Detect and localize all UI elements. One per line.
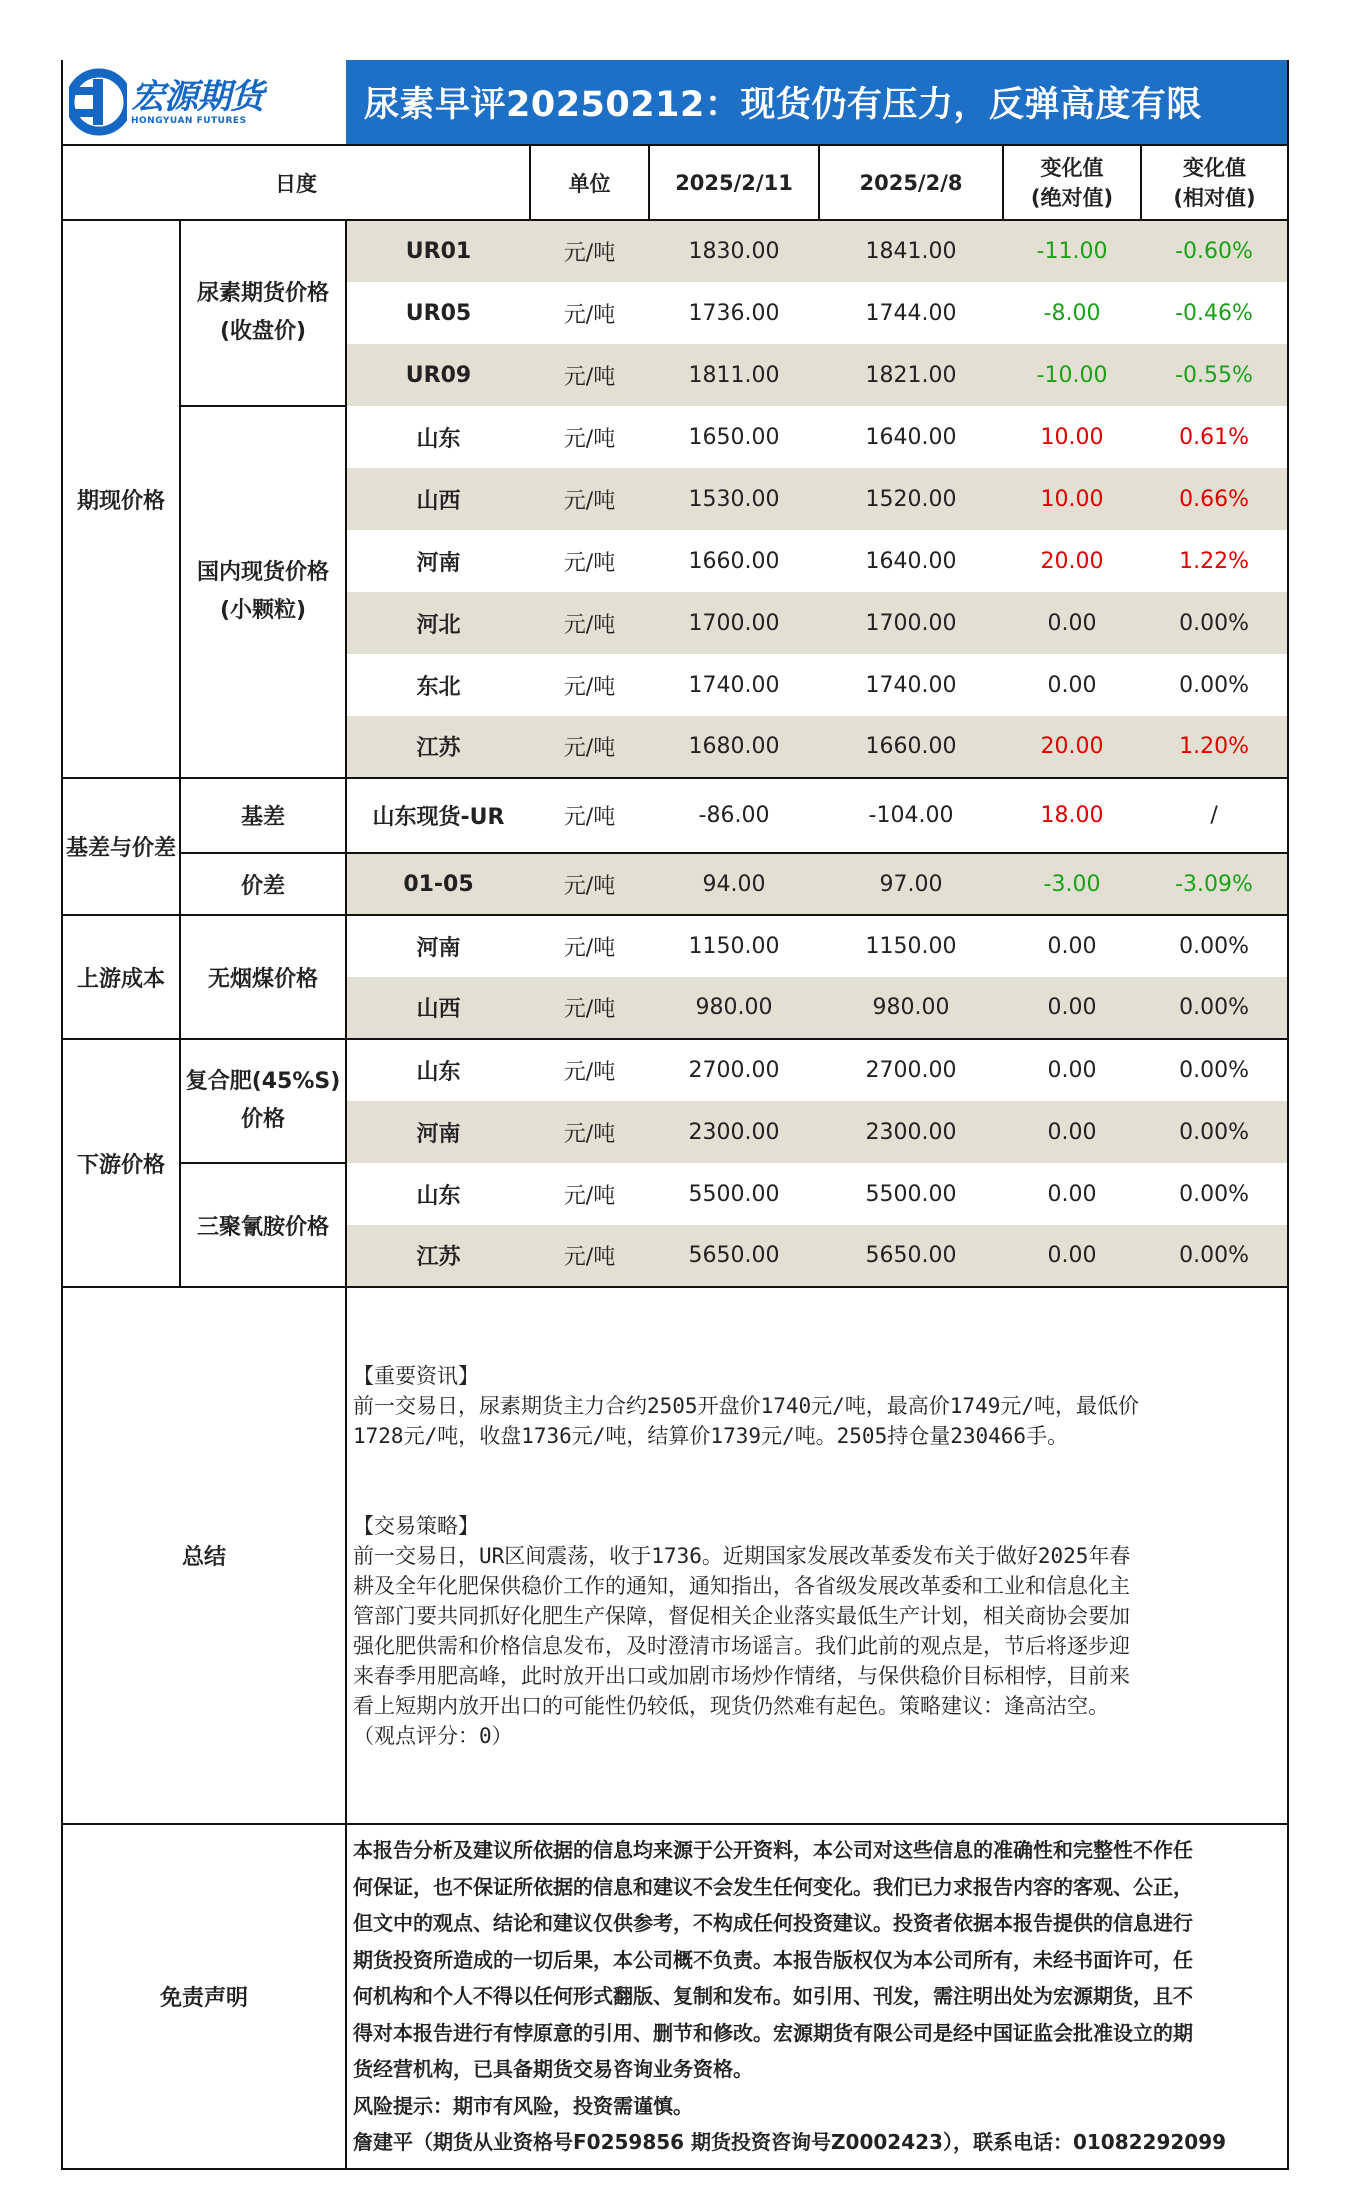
row-change-absolute: -10.00 — [1036, 362, 1108, 388]
row-item: 山东 — [416, 426, 461, 452]
row-value-current: 1150.00 — [688, 934, 780, 959]
subgroup-spot-line2: (小颗粒) — [219, 598, 307, 623]
header-change-abs-line2: (绝对值) — [1030, 185, 1114, 210]
row-change-relative: 0.00% — [1141, 654, 1288, 716]
company-logo — [62, 60, 346, 145]
row-item: UR05 — [405, 300, 472, 326]
row-value-previous: 1700.00 — [865, 610, 957, 636]
row-change-relative: 0.00% — [1141, 592, 1288, 654]
news-heading: 【重要资讯】 — [353, 1363, 479, 1388]
table-row — [62, 406, 1288, 468]
subgroup-futures-price — [180, 220, 346, 406]
row-value-current: 1811.00 — [688, 362, 780, 388]
row-item: 河南 — [416, 936, 461, 961]
row-value-previous: 1640.00 — [865, 548, 957, 574]
subgroup-coal: 无烟煤价格 — [180, 915, 346, 1039]
row-value-previous: 97.00 — [819, 853, 1003, 915]
row-change-relative: 1.22% — [1141, 530, 1288, 592]
row-change-relative: 0.66% — [1141, 468, 1288, 530]
row-unit: 元/吨 — [530, 977, 649, 1039]
row-item: 山东 — [416, 1060, 461, 1085]
risk-warning: 风险提示：期市有风险，投资需谨慎。 — [353, 2093, 693, 2118]
row-change-absolute: -11.00 — [1036, 239, 1108, 264]
row-value-current: 1650.00 — [688, 424, 780, 450]
strategy-line: 耕及全年化肥保供稳价工作的通知，通知指出，各省级发展改革委和工业和信息化主 — [353, 1573, 1130, 1598]
row-item: 河南 — [416, 550, 461, 576]
row-value-previous: 1841.00 — [865, 239, 957, 264]
subgroup-spot-price — [180, 406, 346, 778]
row-value-current: 1740.00 — [688, 672, 780, 698]
group-downstream: 下游价格 — [62, 1039, 180, 1287]
row-value-current: 2300.00 — [688, 1119, 780, 1145]
header-dimension: 日度 — [62, 145, 530, 220]
row-value-previous: 1821.00 — [865, 362, 957, 388]
row-item: 山东 — [416, 1183, 461, 1209]
group-futures-spot: 期现价格 — [62, 220, 180, 778]
table-row — [62, 1163, 1288, 1225]
row-unit: 元/吨 — [530, 778, 649, 853]
row-unit: 元/吨 — [563, 550, 616, 576]
news-line: 前一交易日，尿素期货主力合约2505开盘价1740元/吨，最高价1749元/吨，最低价 — [353, 1393, 1140, 1418]
row-change-absolute: -8.00 — [1043, 300, 1101, 326]
news-line: 1728元/吨，收盘1736元/吨，结算价1739元/吨。2505持仓量230466手。 — [353, 1423, 1069, 1448]
row-change-relative: -0.55% — [1141, 344, 1288, 406]
row-change-absolute: 10.00 — [1040, 424, 1104, 450]
subgroup-compound-fertilizer — [180, 1039, 346, 1163]
row-value-current: 1660.00 — [688, 548, 780, 574]
strategy-line: 强化肥供需和价格信息发布，及时澄清市场谣言。我们此前的观点是，节后将逐步迎 — [353, 1633, 1130, 1658]
row-change-relative: 0.00% — [1141, 977, 1288, 1039]
row-change-relative: 0.00% — [1141, 1163, 1288, 1225]
row-unit: 元/吨 — [563, 936, 616, 961]
strategy-line: 看上短期内放开出口的可能性仍较低，现货仍然难有起色。策略建议：逢高沽空。 — [353, 1693, 1109, 1718]
row-unit: 元/吨 — [563, 302, 616, 328]
row-unit: 元/吨 — [563, 674, 616, 700]
row-item: UR01 — [405, 239, 472, 264]
row-value-current: 5650.00 — [649, 1225, 819, 1287]
header-change-rel-line2: (相对值) — [1173, 185, 1256, 210]
row-change-absolute: 0.00 — [1047, 934, 1097, 959]
row-value-current: 980.00 — [649, 977, 819, 1039]
header-change-relative — [1141, 145, 1288, 220]
subgroup-futures-line2: (收盘价) — [219, 319, 307, 344]
urea-report-table — [61, 60, 1289, 2170]
disclaimer-line: 但文中的观点、结论和建议仅供参考，不构成任何投资建议。投资者依据本报告提供的信息进行 — [353, 1911, 1193, 1936]
analyst-contact: 詹建平（期货从业资格号F0259856 期货投资咨询号Z0002423），联系电话：01082292099 — [353, 2130, 1227, 2155]
row-item: 江苏 — [346, 716, 530, 778]
row-unit: 元/吨 — [563, 241, 616, 266]
disclaimer-line: 货经营机构，已具备期货交易咨询业务资格。 — [353, 2057, 753, 2082]
header-date-current: 2025/2/11 — [649, 145, 819, 220]
summary-content — [346, 1287, 1288, 1824]
row-unit: 元/吨 — [530, 1225, 649, 1287]
header-change-abs-line1: 变化值 — [1040, 155, 1104, 180]
row-item: 山西 — [346, 977, 530, 1039]
row-value-previous: 5650.00 — [819, 1225, 1003, 1287]
subgroup-spread: 价差 — [180, 853, 346, 915]
row-change-relative: -3.09% — [1141, 853, 1288, 915]
row-value-current: 1680.00 — [649, 716, 819, 778]
disclaimer-line: 期货投资所造成的一切后果，本公司概不负责。本报告版权仅为本公司所有，未经书面许可，任 — [353, 1947, 1193, 1972]
row-change-relative: 1.20% — [1141, 716, 1288, 778]
row-item: UR09 — [405, 362, 472, 388]
header-change-absolute — [1003, 145, 1141, 220]
strategy-line: 管部门要共同抓好化肥生产保障，督促相关企业落实最低生产计划，相关商协会要加 — [353, 1603, 1130, 1628]
group-basis-spread: 基差与价差 — [62, 778, 180, 915]
row-change-absolute: 10.00 — [1040, 486, 1104, 512]
report-table-container — [61, 60, 1287, 2170]
row-change-relative: -0.46% — [1141, 282, 1288, 344]
subgroup-fert-line1: 复合肥(45%S) — [185, 1069, 341, 1094]
row-change-absolute: 0.00 — [1003, 977, 1141, 1039]
row-item: 山西 — [416, 488, 461, 514]
table-row — [62, 220, 1288, 282]
row-change-relative: 0.00% — [1141, 915, 1288, 977]
row-unit: 元/吨 — [563, 364, 616, 390]
row-change-absolute: 20.00 — [1003, 716, 1141, 778]
subgroup-fert-line2: 价格 — [240, 1107, 285, 1132]
subgroup-spot-line1: 国内现货价格 — [196, 560, 329, 585]
row-value-previous: 1660.00 — [819, 716, 1003, 778]
row-unit: 元/吨 — [530, 853, 649, 915]
row-value-previous: 1520.00 — [865, 486, 957, 512]
logo-english-name: HONGYUAN FUTURES — [131, 116, 247, 126]
disclaimer-content — [346, 1824, 1288, 2169]
row-change-absolute: -3.00 — [1003, 853, 1141, 915]
row-item: 东北 — [416, 674, 461, 700]
row-change-absolute: 20.00 — [1040, 548, 1104, 574]
row-value-previous: 2700.00 — [865, 1058, 957, 1083]
row-change-absolute: 0.00 — [1047, 1181, 1097, 1207]
row-unit: 元/吨 — [563, 426, 616, 452]
row-unit: 元/吨 — [563, 1060, 616, 1085]
table-row — [62, 1039, 1288, 1101]
row-change-relative: / — [1141, 778, 1288, 853]
disclaimer-line: 何机构和个人不得以任何形式翻版、复制和发布。如引用、刊发，需注明出处为宏源期货，且不 — [353, 1984, 1193, 2009]
row-item: 河北 — [416, 612, 461, 638]
row-value-previous: 1740.00 — [865, 672, 957, 698]
row-unit: 元/吨 — [530, 716, 649, 778]
row-change-absolute: 0.00 — [1003, 1225, 1141, 1287]
row-item: 山东现货-UR — [346, 778, 530, 853]
row-value-previous: 5500.00 — [865, 1181, 957, 1207]
table-row — [62, 778, 1288, 853]
strategy-heading: 【交易策略】 — [353, 1513, 479, 1538]
subgroup-basis: 基差 — [180, 778, 346, 853]
row-unit: 元/吨 — [563, 488, 616, 514]
report-title: 尿素早评20250212：现货仍有压力，反弹高度有限 — [346, 60, 1288, 145]
header-change-rel-line1: 变化值 — [1183, 155, 1247, 180]
header-unit: 单位 — [530, 145, 649, 220]
row-change-absolute: 0.00 — [1047, 1058, 1097, 1083]
disclaimer-line: 何保证，也不保证所依据的信息和建议不会发生任何变化。我们已力求报告内容的客观、公正， — [353, 1874, 1193, 1899]
table-row — [62, 853, 1288, 915]
row-value-current: 94.00 — [649, 853, 819, 915]
row-change-relative: -0.60% — [1141, 220, 1288, 282]
summary-row — [62, 1287, 1288, 1824]
subgroup-futures-line1: 尿素期货价格 — [196, 281, 329, 306]
row-unit: 元/吨 — [563, 1183, 616, 1209]
company-logo-mark-icon — [69, 65, 127, 139]
row-value-previous: 2300.00 — [865, 1119, 957, 1145]
row-item: 江苏 — [346, 1225, 530, 1287]
row-change-relative: 0.00% — [1141, 1225, 1288, 1287]
subgroup-melamine: 三聚氰胺价格 — [180, 1163, 346, 1287]
row-change-absolute: 0.00 — [1047, 610, 1097, 636]
row-unit: 元/吨 — [563, 612, 616, 638]
row-change-absolute: 18.00 — [1003, 778, 1141, 853]
row-unit: 元/吨 — [563, 1121, 616, 1147]
row-value-current: 1736.00 — [688, 300, 780, 326]
row-item: 01-05 — [346, 853, 530, 915]
row-change-absolute: 0.00 — [1047, 1119, 1097, 1145]
row-value-previous: 1640.00 — [865, 424, 957, 450]
row-value-previous: -104.00 — [819, 778, 1003, 853]
group-upstream: 上游成本 — [62, 915, 180, 1039]
disclaimer-line: 本报告分析及建议所依据的信息均来源于公开资料，本公司对这些信息的准确性和完整性不作任 — [353, 1838, 1193, 1863]
row-value-previous: 1744.00 — [865, 300, 957, 326]
summary-label: 总结 — [62, 1287, 346, 1824]
disclaimer-line: 得对本报告进行有悖原意的引用、删节和修改。宏源期货有限公司是经中国证监会批准设立的期 — [353, 2020, 1193, 2045]
strategy-line: （观点评分：0） — [353, 1723, 513, 1748]
row-change-relative: 0.00% — [1141, 1039, 1288, 1101]
disclaimer-label: 免责声明 — [62, 1824, 346, 2169]
strategy-line: 前一交易日，UR区间震荡，收于1736。近期国家发展改革委发布关于做好2025年春 — [353, 1543, 1131, 1568]
row-value-current: 1830.00 — [688, 239, 780, 264]
header-date-previous: 2025/2/8 — [819, 145, 1003, 220]
row-change-relative: 0.61% — [1141, 406, 1288, 468]
row-value-previous: 1150.00 — [865, 934, 957, 959]
row-value-previous: 980.00 — [819, 977, 1003, 1039]
row-value-current: 1700.00 — [688, 610, 780, 636]
row-value-current: 5500.00 — [688, 1181, 780, 1207]
row-change-absolute: 0.00 — [1047, 672, 1097, 698]
disclaimer-row — [62, 1824, 1288, 2169]
row-value-current: 1530.00 — [688, 486, 780, 512]
row-value-current: -86.00 — [649, 778, 819, 853]
row-item: 河南 — [416, 1121, 461, 1147]
table-row — [62, 915, 1288, 977]
strategy-line: 来春季用肥高峰，此时放开出口或加剧市场炒作情绪，与保供稳价目标相悖，目前来 — [353, 1663, 1130, 1688]
row-value-current: 2700.00 — [688, 1058, 780, 1083]
logo-chinese-name: 宏源期货 — [131, 77, 263, 117]
row-change-relative: 0.00% — [1141, 1101, 1288, 1163]
